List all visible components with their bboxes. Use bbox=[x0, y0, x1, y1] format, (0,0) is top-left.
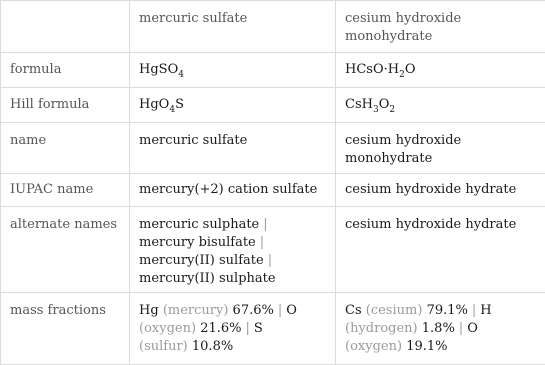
hill-formula-row bbox=[1, 88, 545, 123]
iupac-name-row bbox=[1, 174, 545, 207]
hill-formula-cesium-hydroxide-monohydrate: $CsH_3O_2$ bbox=[336, 88, 545, 123]
row-label-formula: formula bbox=[1, 53, 130, 88]
separator: | bbox=[259, 235, 265, 250]
name-cesium-hydroxide-monohydrate: cesium hydroxide monohydrate bbox=[336, 123, 545, 174]
alternate-names-row bbox=[1, 207, 545, 293]
formula-cesium-hydroxide-monohydrate: $HCsO\cdot H_2O$ bbox=[336, 53, 545, 88]
alternate-names-mercuric-sulfate bbox=[130, 207, 336, 293]
alternate-name: mercury(II) sulphate bbox=[139, 271, 276, 286]
header-corner-cell bbox=[1, 1, 130, 53]
mass-fractions-mercuric-sulfate: Hg (mercury) 67.6% | O (oxygen) 21.6% | S (sulfur) 10.8% bbox=[130, 293, 336, 365]
alternate-names-cesium-hydroxide-monohydrate: cesium hydroxide hydrate bbox=[336, 207, 545, 293]
mass-fractions-cesium-hydroxide-monohydrate: Cs (cesium) 79.1% | H (hydrogen) 1.8% | O (oxygen) 19.1% bbox=[336, 293, 545, 365]
header-row bbox=[1, 1, 545, 53]
hill-formula-mercuric-sulfate: HgO$_4$S bbox=[130, 88, 336, 123]
header-mercuric-sulfate: mercuric sulfate bbox=[130, 1, 336, 53]
formula-mercuric-sulfate: HgSO$_4$ bbox=[130, 53, 336, 88]
alternate-name: mercury bisulfate bbox=[139, 235, 256, 250]
separator: | bbox=[267, 253, 273, 268]
mass-fractions-row bbox=[1, 293, 545, 365]
name-row bbox=[1, 123, 545, 174]
separator: | bbox=[263, 217, 268, 232]
alternate-name: mercury(II) sulfate bbox=[139, 253, 264, 268]
alternate-name: mercuric sulphate bbox=[139, 217, 260, 232]
header-cesium-hydroxide-monohydrate: cesium hydroxide monohydrate bbox=[336, 1, 545, 53]
row-label-mass-fractions: mass fractions bbox=[1, 293, 130, 365]
row-label-alternate-names: alternate names bbox=[1, 207, 130, 293]
iupac-name-mercuric-sulfate: mercury(+2) cation sulfate bbox=[130, 174, 336, 207]
row-label-iupac-name: IUPAC name bbox=[1, 174, 130, 207]
row-label-hill-formula: Hill formula bbox=[1, 88, 130, 123]
iupac-name-cesium-hydroxide-monohydrate: cesium hydroxide hydrate bbox=[336, 174, 545, 207]
formula-row bbox=[1, 53, 545, 88]
row-label-name: name bbox=[1, 123, 130, 174]
name-mercuric-sulfate: mercuric sulfate bbox=[130, 123, 336, 174]
